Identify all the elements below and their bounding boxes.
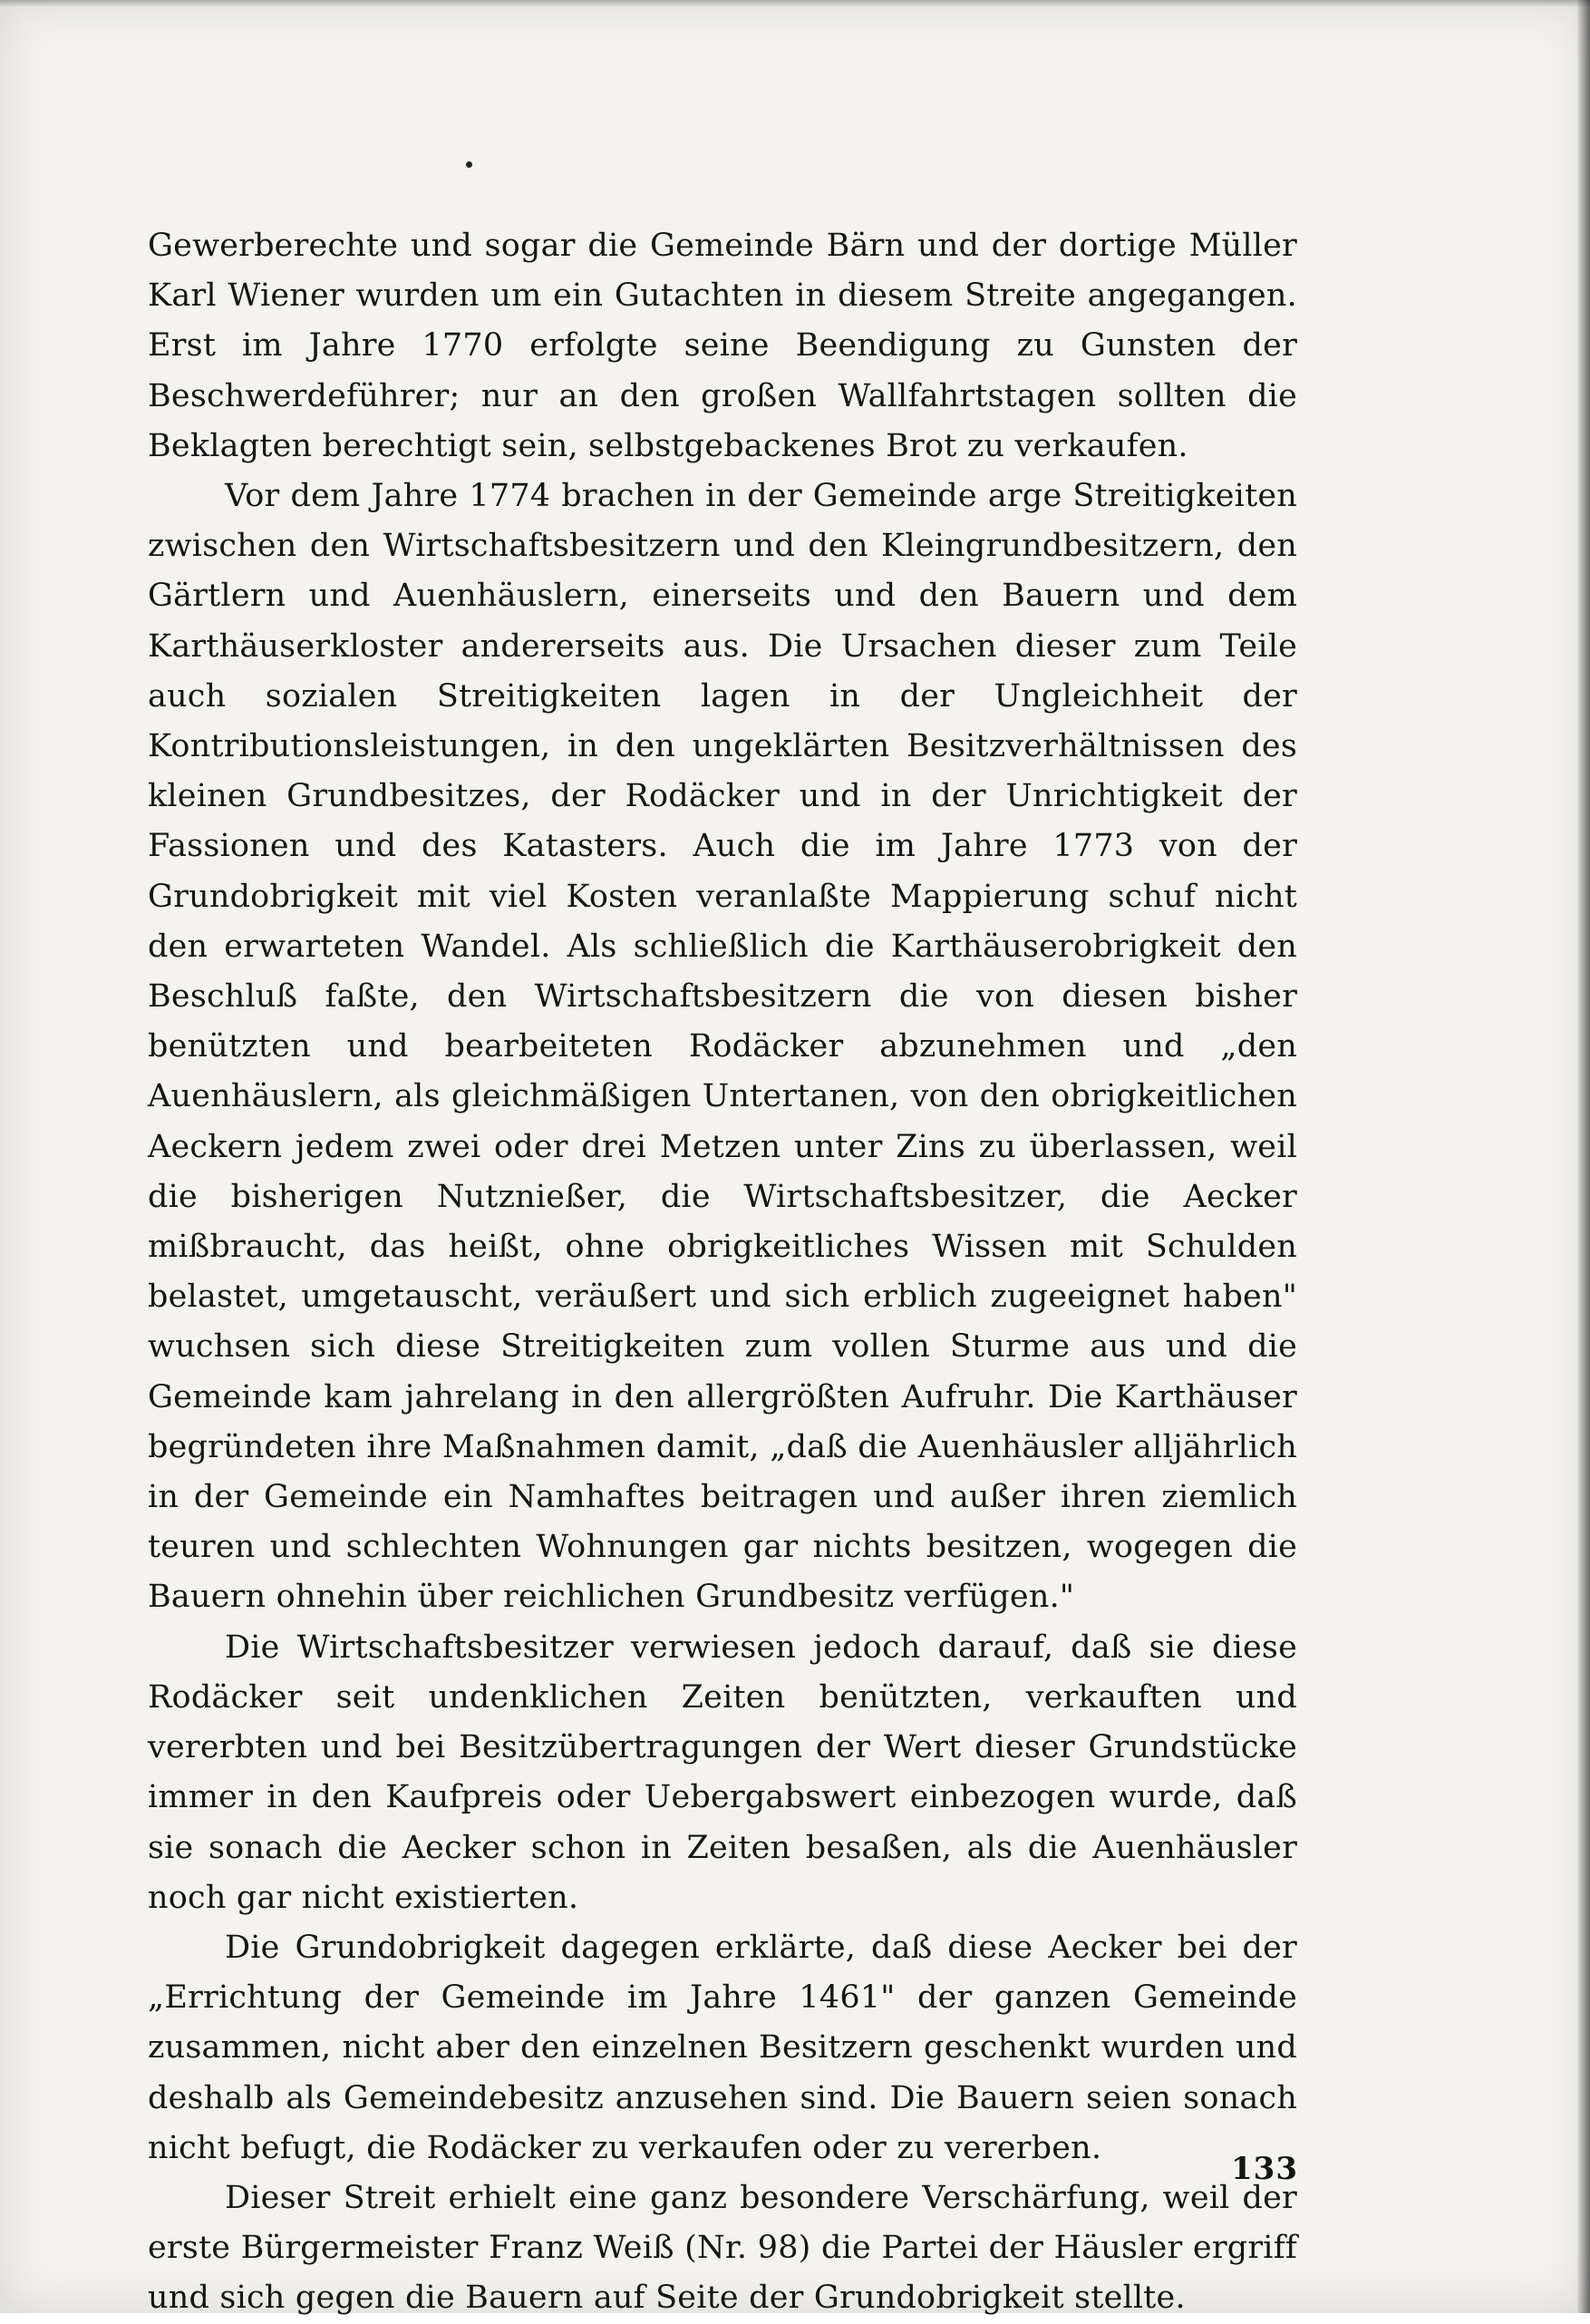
- paragraph-buergermeister: Dieser Streit erhielt eine ganz besondere Verschärfung, weil der erste Bürgermeister Franz Weiß (Nr. 98) die Partei der Häusler ergriff und sich gegen die Bauern auf Seite der Grundobrigkeit stellte.: [148, 2179, 1297, 2317]
- paragraph-disputes-1774: Vor dem Jahre 1774 brachen in der Gemeinde arge Streitigkeiten zwischen den Wirtschaftsbesitzern und den Kleingrundbesitzern, den Gärtlern und Auenhäuslern, einerseits und den Bauern und dem Karthäuserkloster andererseits aus. Die Ursachen dieser zum Teile auch sozialen Streitigkeiten lagen in der Ungleichheit der Kontributionsleistungen, in den ungeklärten Besitzverhältnissen des kleinen Grundbesitzes, der Rodäcker und in der Unrichtigkeit der Fassionen und des Katasters. Auch die im Jahre 1773 von der Grundobrigkeit mit viel Kosten veranlaßte Mappierung schuf nicht den erwarteten Wandel. Als schließlich die Karthäuserobrigkeit den Beschluß faßte, den Wirtschaftsbesitzern die von diesen bisher benützten und bearbeiteten Rodäcker abzunehmen und „den Auenhäuslern, als gleichmäßigen Untertanen, von den obrigkeitlichen Aeckern jedem zwei oder drei Metzen unter Zins zu überlassen, weil die bisherigen Nutznießer, die Wirtschaftsbesitzer, die Aecker mißbraucht, das heißt, ohne obrigkeitliches Wissen mit Schulden belastet, umgetauscht, veräußert und sich erblich zugeeignet haben" wuchsen sich diese Streitigkeiten zum vollen Sturme aus und die Gemeinde kam jahrelang in den allergrößten Aufruhr. Die Karthäuser begründeten ihre Maßnahmen damit, „daß die Auenhäusler alljährlich in der Gemeinde ein Namhaftes beitragen und außer ihren ziemlich teuren und schlechten Wohnungen gar nichts besitzen, wogegen die Bauern ohnehin über reichlichen Grundbesitz verfügen.": [148, 478, 1297, 1616]
- page-top-shadow: [0, 0, 1590, 7]
- paragraph-continuation: Gewerberechte und sogar die Gemeinde Bärn und der dortige Müller Karl Wiener wurden um ein Gutachten in diesem Streite angegangen. Erst im Jahre 1770 erfolgte seine Beendigung zu Gunsten der Beschwerdeführer; nur an den großen Wallfahrtstagen sollten die Beklagten berechtigt sein, selbstgebackenes Brot zu verkaufen.: [148, 228, 1297, 464]
- paragraph-grundobrigkeit: Die Grundobrigkeit dagegen erklärte, daß diese Aecker bei der „Errichtung der Gemeinde im Jahre 1461" der ganzen Gemeinde zusammen, nicht aber den einzelnen Besitzern geschenkt wurden und deshalb als Gemeindebesitz anzusehen sind. Die Bauern seien sonach nicht befugt, die Rodäcker zu verkaufen oder zu vererben.: [148, 1929, 1297, 2166]
- page-right-edge-shadow: [1577, 0, 1590, 2313]
- page-number: 133: [1231, 2151, 1298, 2187]
- ink-speck: [466, 161, 472, 168]
- body-text: [148, 221, 1297, 2324]
- paragraph-wirtschaftsbesitzer: Die Wirtschaftsbesitzer verwiesen jedoch darauf, daß sie diese Rodäcker seit undenklichen Zeiten benützten, verkauften und vererbten und bei Besitzübertragungen der Wert dieser Grundstücke immer in den Kaufpreis oder Uebergabswert einbezogen wurde, daß sie sonach die Aecker schon in Zeiten besaßen, als die Auenhäusler noch gar nicht existierten.: [148, 1629, 1297, 1916]
